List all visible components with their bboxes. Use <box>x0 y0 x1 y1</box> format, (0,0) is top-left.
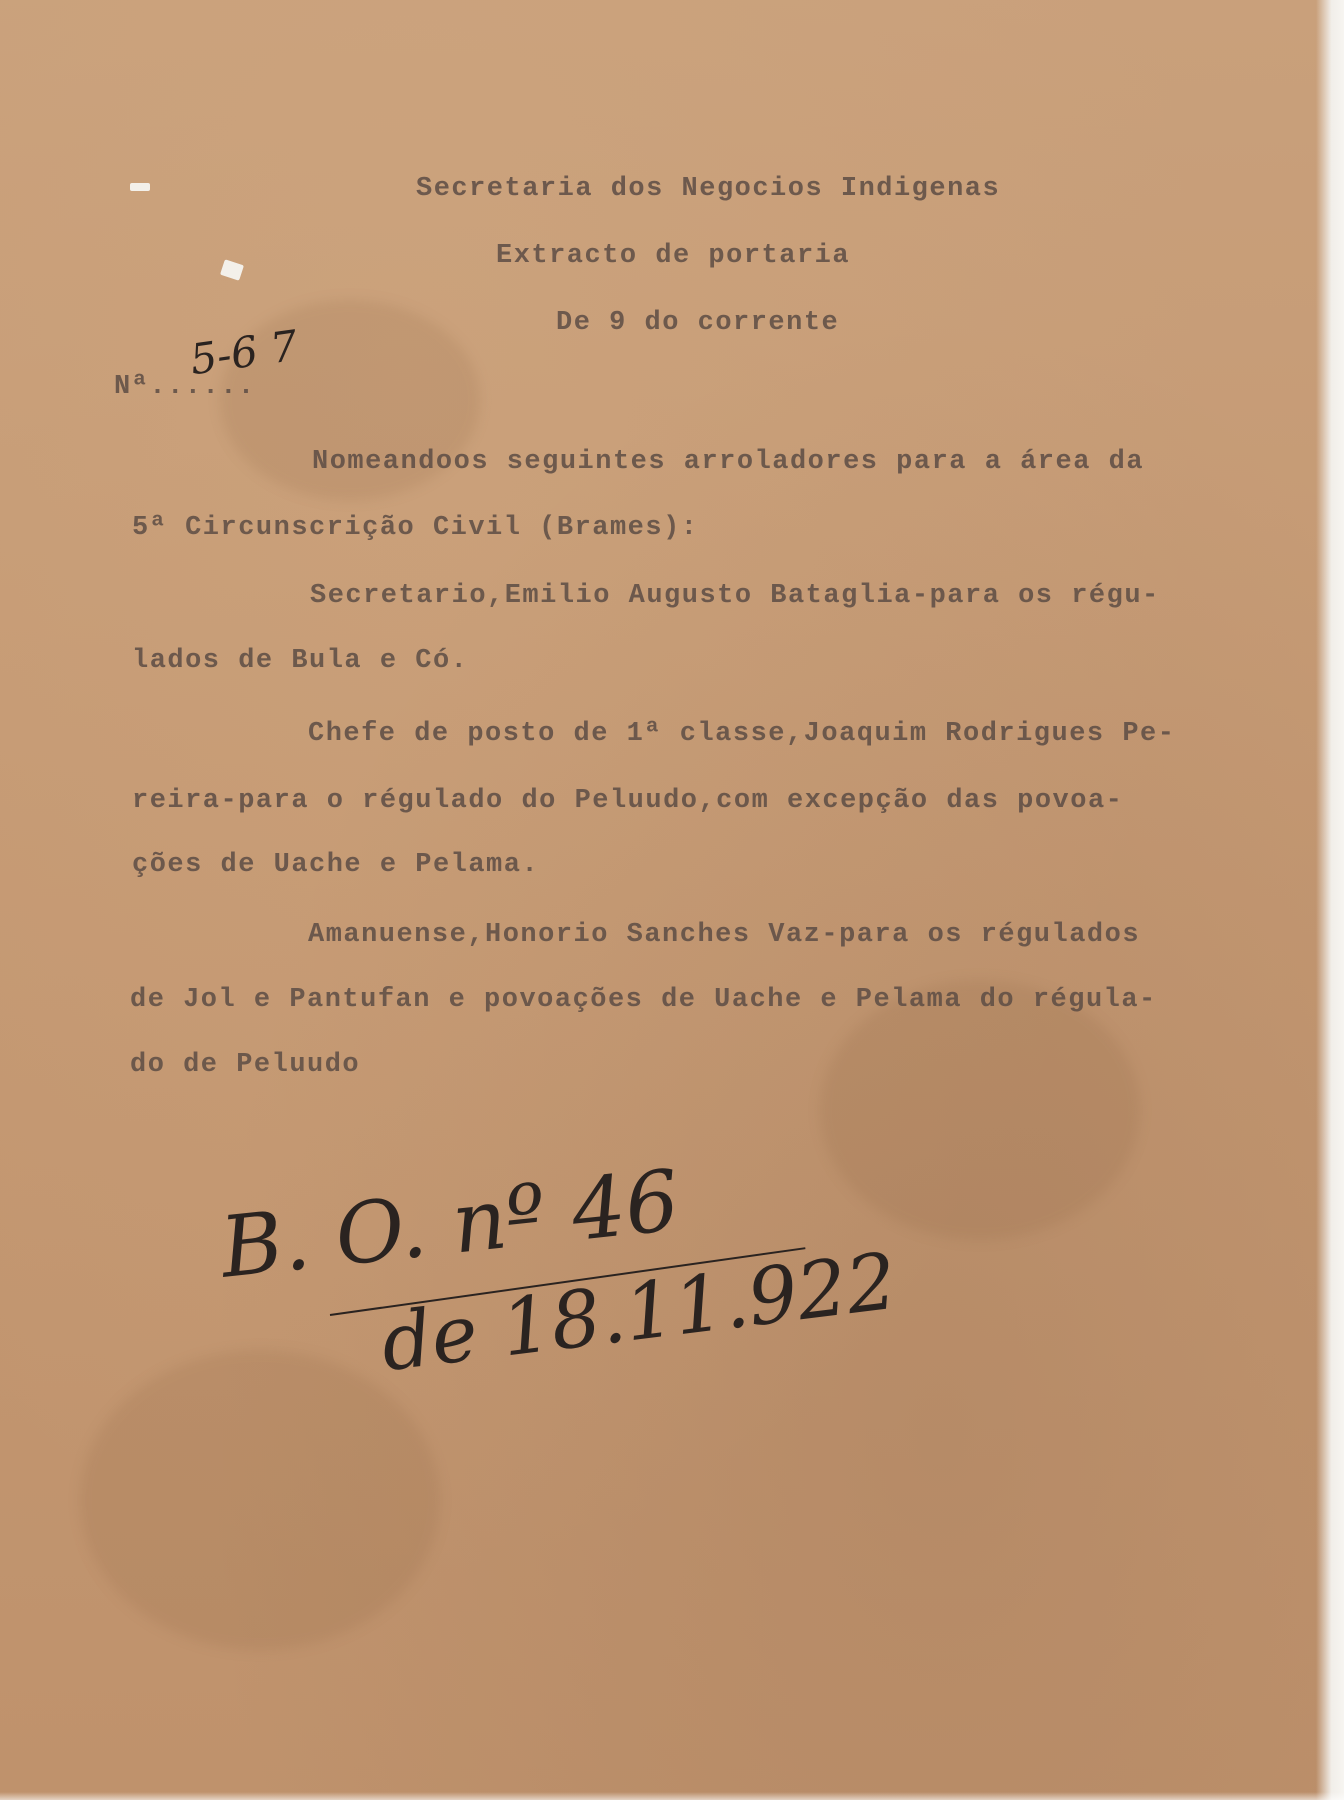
handwritten-bulletin-reference: B. O. nº 46 <box>216 1151 684 1297</box>
paper-stain <box>820 980 1140 1240</box>
paper-edge <box>0 1792 1344 1800</box>
document-type-heading: Extracto de portaria <box>496 241 851 271</box>
body-line: Chefe de posto de 1ª classe,Joaquim Rodrigues Pe- <box>308 719 1176 749</box>
body-line: reira-para o régulado do Peluudo,com excepção das povoa- <box>132 786 1124 816</box>
reference-prefix: Nª...... <box>114 372 256 402</box>
paper-fleck <box>220 259 244 280</box>
body-line: do de Peluudo <box>130 1050 361 1080</box>
handwritten-bulletin-date: de 18.11.922 <box>376 1236 902 1390</box>
body-line: lados de Bula e Có. <box>132 646 469 676</box>
body-line: Amanuense,Honorio Sanches Vaz-para os régulados <box>308 920 1141 950</box>
paper-fleck <box>130 183 150 191</box>
body-line: Nomeandoos seguintes arroladores para a área da <box>312 447 1145 477</box>
paper-stain <box>80 1350 440 1650</box>
body-line: 5ª Circunscrição Civil (Brames): <box>132 513 699 543</box>
body-line: Secretario,Emilio Augusto Bataglia-para os régu- <box>310 581 1160 611</box>
office-heading: Secretaria dos Negocios Indigenas <box>416 174 1001 204</box>
handwritten-reference-number: 5-6 7 <box>187 320 301 385</box>
date-line: De 9 do corrente <box>556 308 840 338</box>
body-line: de Jol e Pantufan e povoações de Uache e Pelama do régula- <box>130 985 1157 1015</box>
body-line: ções de Uache e Pelama. <box>132 850 540 880</box>
paper-edge <box>1316 0 1344 1800</box>
